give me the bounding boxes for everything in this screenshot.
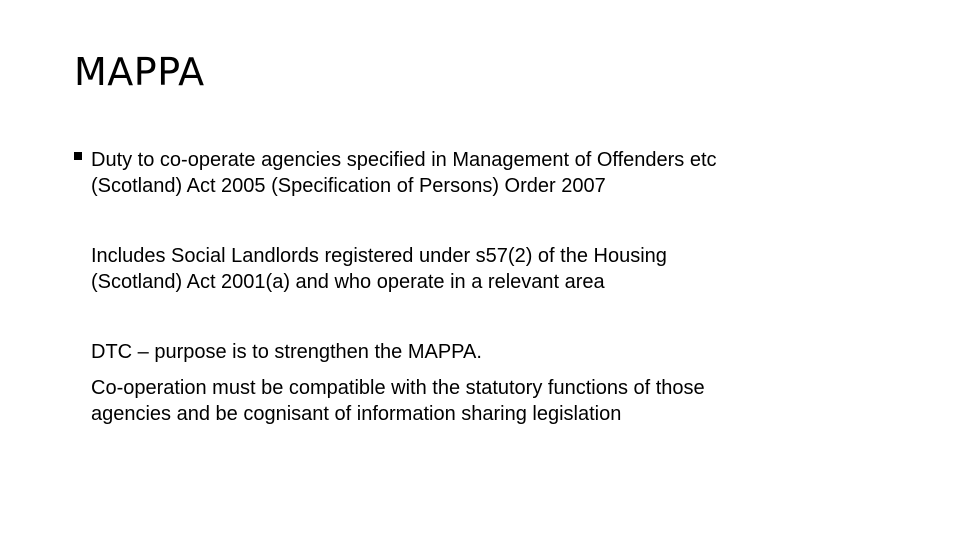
paragraph-line: (Scotland) Act 2001(a) and who operate in a relevant area <box>91 271 605 293</box>
paragraph-line: agencies and be cognisant of information sharing legislation <box>91 403 622 425</box>
paragraph-social-landlords <box>74 243 874 295</box>
square-bullet-icon <box>74 152 82 160</box>
paragraph-cooperation <box>74 375 874 427</box>
paragraph-line: Co-operation must be compatible with the statutory functions of those <box>91 377 705 399</box>
paragraph-line: DTC – purpose is to strengthen the MAPPA. <box>91 341 482 363</box>
paragraph-line: Includes Social Landlords registered under s57(2) of the Housing <box>91 245 667 267</box>
slide-title: MAPPA <box>74 50 205 94</box>
paragraph-line: (Scotland) Act 2005 (Specification of Persons) Order 2007 <box>91 175 606 197</box>
paragraph-dtc-purpose <box>74 339 874 365</box>
paragraph-line: Duty to co-operate agencies specified in Management of Offenders etc <box>91 149 717 171</box>
paragraph-duty-to-cooperate <box>74 147 874 199</box>
slide-body <box>74 147 874 427</box>
